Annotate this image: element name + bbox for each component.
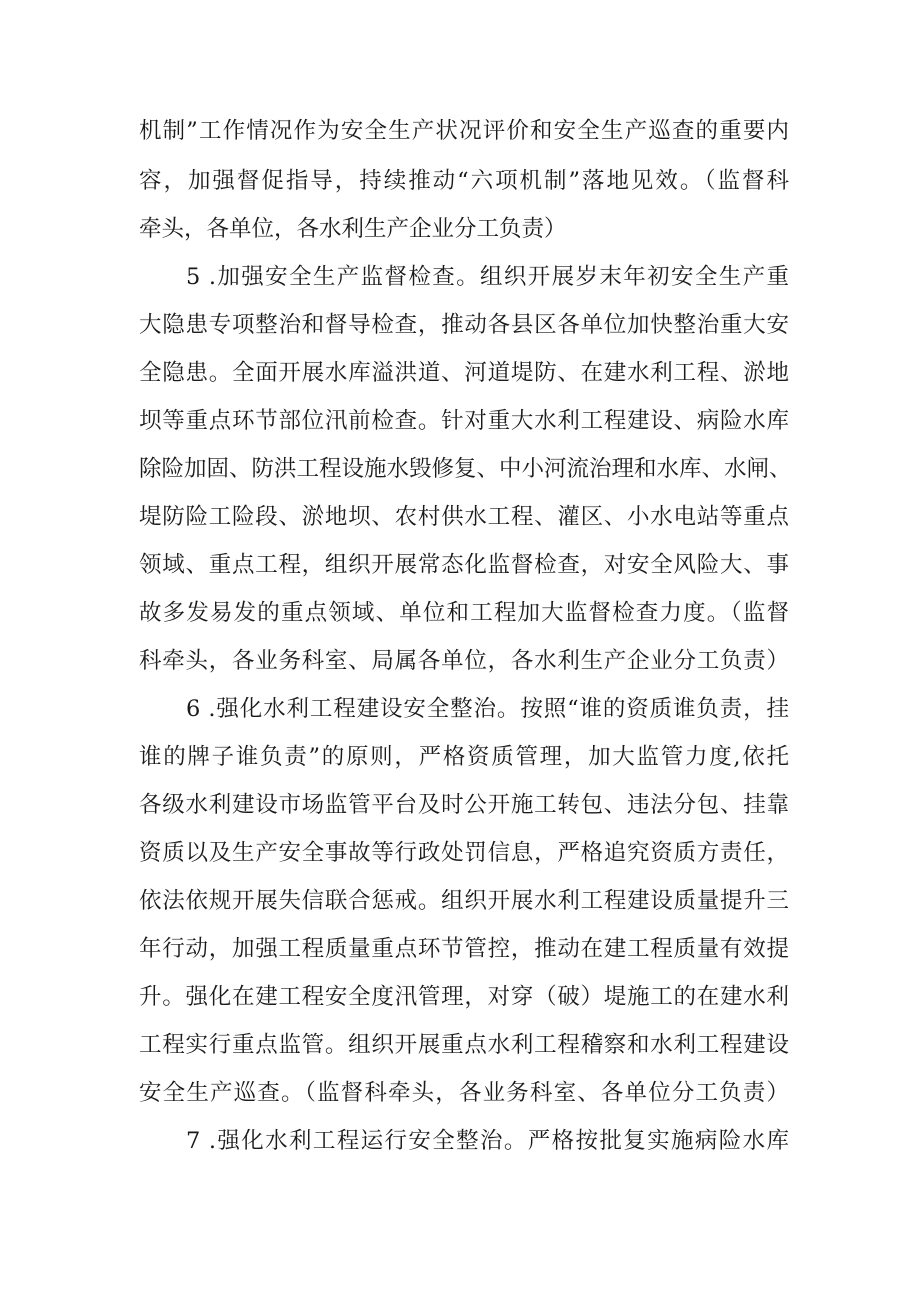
paragraph-line: 工程实行重点监管。组织开展重点水利工程稽察和水利工程建设: [139, 1032, 789, 1058]
paragraph-line: 谁的牌子谁负责”的原则，严格资质管理，加大监管力度,依托: [139, 744, 789, 770]
paragraph-line: 牵头，各单位，各水利生产企业分工负责）: [139, 216, 567, 242]
paragraph-line: 全隐患。全面开展水库溢洪道、河道堤防、在建水利工程、淤地: [139, 360, 789, 386]
paragraph-line: 坝等重点环节部位汛前检查。针对重大水利工程建设、病险水库: [139, 408, 789, 434]
paragraph-line: 7 .强化水利工程运行安全整治。严格按批复实施病险水库: [186, 1128, 789, 1154]
paragraph-line: 领域、重点工程，组织开展常态化监督检查，对安全风险大、事: [139, 552, 789, 578]
paragraph-line: 6 .强化水利工程建设安全整治。按照“谁的资质谁负责，挂: [186, 696, 789, 722]
paragraph-line: 年行动，加强工程质量重点环节管控，推动在建工程质量有效提: [139, 936, 789, 962]
paragraph-line: 安全生产巡查。（监督科牵头，各业务科室、各单位分工负责）: [139, 1080, 789, 1106]
paragraph-line: 故多发易发的重点领域、单位和工程加大监督检查力度。（监督: [139, 600, 789, 626]
paragraph-line: 各级水利建设市场监管平台及时公开施工转包、违法分包、挂靠: [139, 792, 789, 818]
paragraph-line: 除险加固、防洪工程设施水毁修复、中小河流治理和水库、水闸、: [139, 456, 792, 482]
paragraph-line: 科牵头，各业务科室、局属各单位，各水利生产企业分工负责）: [139, 648, 789, 674]
paragraph-line: 大隐患专项整治和督导检查，推动各县区各单位加快整治重大安: [139, 312, 789, 338]
paragraph-line: 堤防险工险段、淤地坝、农村供水工程、灌区、小水电站等重点: [139, 504, 789, 530]
paragraph-line: 升。强化在建工程安全度汛管理，对穿（破）堤施工的在建水利: [139, 984, 789, 1010]
paragraph-line: 5 .加强安全生产监督检查。组织开展岁末年初安全生产重: [186, 264, 789, 290]
paragraph-line: 容，加强督促指导，持续推动“六项机制”落地见效。（监督科: [139, 168, 789, 194]
paragraph-line: 机制”工作情况作为安全生产状况评价和安全生产巡查的重要内: [139, 118, 789, 144]
paragraph-line: 资质以及生产安全事故等行政处罚信息，严格追究资质方责任，: [139, 840, 789, 866]
paragraph-line: 依法依规开展失信联合惩戒。组织开展水利工程建设质量提升三: [139, 888, 789, 914]
